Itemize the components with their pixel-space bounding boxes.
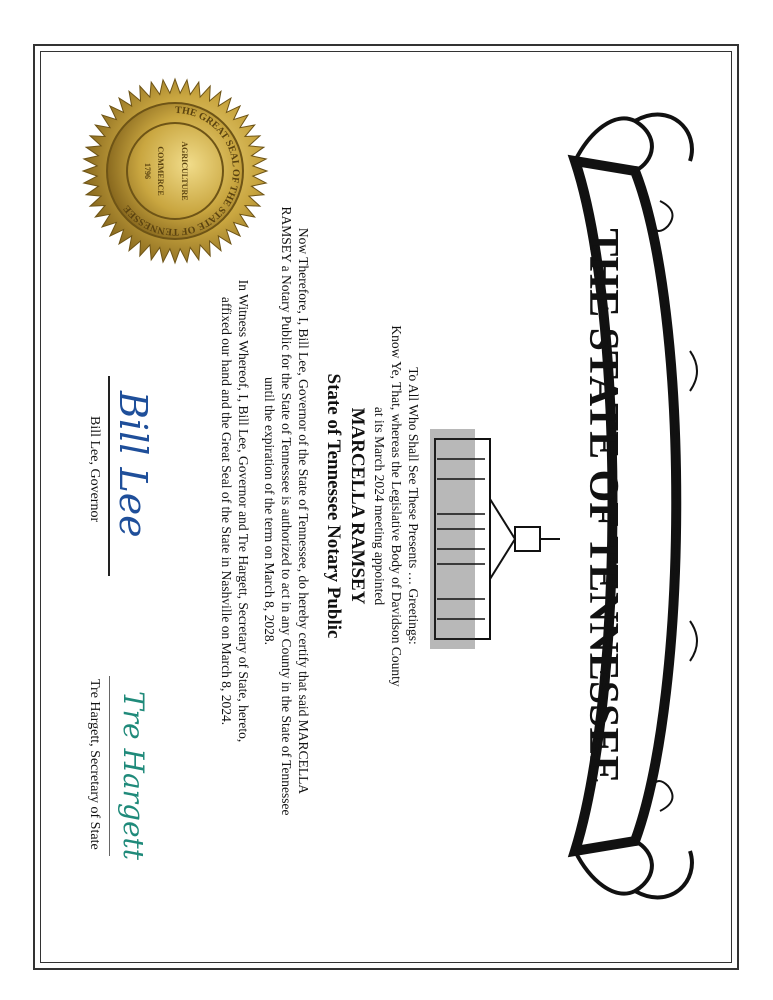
witness-line-2: affixed our hand and the Great Seal of the State in Nashville on March 8, 2024. [219,296,234,726]
certify-line-3: until the expiration of the term on March 8, 2028. [262,376,277,646]
appointee-name: MARCELLA RAMSEY [347,407,368,605]
certificate-landscape-canvas [40,51,730,961]
office-title: State of Tennessee Notary Public [323,373,344,639]
seal-text: THE GREAT SEAL OF THE STATE OF TENNESSEE [121,104,242,238]
seal-inner-bottom: COMMERCE [156,146,165,196]
greeting-line-1: To All Who Shall See These Presents … Greetings: [406,367,421,645]
greeting-line-2: Know Ye, That, whereas the Legislative Body of Davidson County [389,325,404,687]
certify-line-1: Now Therefore, I, Bill Lee, Governor of the State of Tennessee, do hereby certify that said MARCELLA [296,227,311,795]
governor-signature-line [108,376,110,576]
capitol-building-illustration [430,429,565,649]
certify-line-2: RAMSEY a Notary Public for the State of Tennessee is authorized to act in any County in the State of Tennessee [279,206,294,816]
witness-line-1: In Witness Whereof, I, Bill Lee, Governor and Tre Hargett, Secretary of State, hereto, [236,279,251,743]
seal-year: 1796 [143,163,152,179]
governor-signature: Bill Lee [111,391,155,538]
secretary-signature-line [109,676,110,856]
governor-label: Bill Lee, Governor [87,416,102,523]
seal-inner-top: AGRICULTURE [180,141,189,201]
great-seal-of-tennessee [80,76,270,266]
secretary-signature: Tre Hargett [117,691,150,861]
greeting-line-3: at its March 2024 meeting appointed [372,406,387,606]
banner-title: THE STATE OF TENNESSEE [580,228,626,784]
secretary-label: Tre Hargett, Secretary of State [87,679,102,850]
